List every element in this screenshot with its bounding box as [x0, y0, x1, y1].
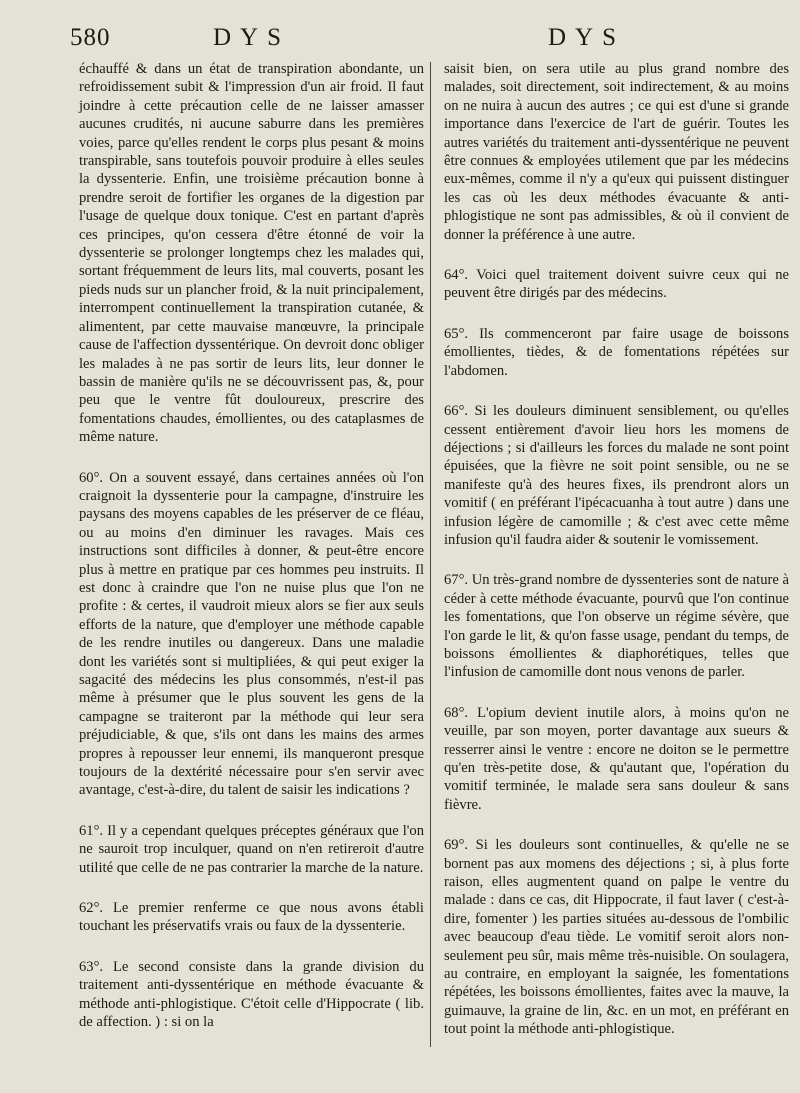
left-column — [79, 60, 424, 1032]
running-head-right: DYS — [548, 24, 626, 51]
paragraph-66: 66°. Si les douleurs diminuent sensiblement, ou qu'elles cessent entièrement d'avoir lieu hors les momens de déjections ; si d'ailleurs les forces du malade ne sont point épuisées, que la fièvre ne soit point sensible, ou ne se manifeste qu'à des heures fixes, ils prendront alors un vomitif ( en préférant l'ipécacuanha à tout autre ) dans une infusion légère de camomille ; & c'est avec cette même infusion qu'il faudra aider & soutenir le vomissement. — [444, 403, 789, 548]
paragraph-63: 63°. Le second consiste dans la grande division du traitement anti-dyssentérique en méthode évacuante & méthode anti-phlogistique. C'étoit celle d'Hippocrate ( lib. de affection. ) : si on la — [79, 958, 424, 1031]
paragraph-61: 61°. Il y a cependant quelques préceptes généraux que l'on ne sauroit trop inculquer, quand on n'en retireroit d'autre utilité que celle de ne pas contrarier la marche de la nature. — [79, 822, 424, 876]
paragraph-67: 67°. Un très-grand nombre de dyssenteries sont de nature à céder à cette méthode évacuante, pourvû que l'on continue les fomentations, que l'on observe un régime sévère, que l'on garde le lit, & qu'on fasse usage, pendant du temps, de boissons émollientes & diaphorétiques, telles que l'infusion de camomille dont nous venons de parler. — [444, 572, 789, 681]
paragraph-69: 69°. Si les douleurs sont continuelles, & qu'elle ne se bornent pas aux momens des déjections ; si, à plus forte raison, elles augmentent quand on palpe le ventre du malade : dans ce cas, dit Hippocrate, il faut laver ( c'est-à-dire, fomenter ) les parties situées au-dessous de l'ombilic avec beaucoup d'eau tiède. Le vomitif seroit alors non-seulement peu sûr, mais même très-nuisible. On soulagera, au contraire, en employant la saignée, les fomentations répétées, les boissons émollientes, faites avec la mauve, la guimauve, la graine de lin, &c. en un mot, en préférant en tout point la méthode anti-phlogistique. — [444, 837, 789, 1038]
paragraph-60: 60°. On a souvent essayé, dans certaines années où l'on craignoit la dyssenterie pour la campagne, d'instruire les paysans des moyens capables de les préserver de ce fléau, ou au moins d'en diminuer les ravages. Mais ces instructions sont difficiles à donner, & peut-être encore plus à mettre en pratique par ces hommes peu instruits. Il est donc à craindre que l'on ne nuise plus que l'on ne profite : & certes, il vaudroit mieux alors se fier aux seuls efforts de la nature, que d'employer une méthode capable de les rendre inutiles ou dangereux. Dans une maladie dont les variétés sont si multipliées, & qui peut exiger la sagacité des médecins les plus consommés, n'est-il pas même à présumer que le plus souvent les gens de la campagne se traiteront par la méthode qui leur sera préjudiciable, & que, s'ils ont dans les mains des armes propres à repousser leur ennemi, ils manqueront presque toujours de la dextérité nécessaire pour s'en servir avec avantage, c'est-à-dire, du talent de saisir les indications ? — [79, 469, 424, 799]
column-divider — [430, 62, 431, 1047]
paragraph-64: 64°. Voici quel traitement doivent suivre ceux qui ne peuvent être dirigés par des médecins. — [444, 267, 789, 302]
paragraph-68: 68°. L'opium devient inutile alors, à moins qu'on ne veuille, par son moyen, porter davantage aux sueurs & resserrer ainsi le ventre : encore ne doiton se le permettre qu'en très-petite dose, & qu'autant que, l'opération du vomitif terminée, le malade sera sans douleur & sans fièvre. — [444, 704, 789, 813]
paragraph-62: 62°. Le premier renferme ce que nous avons établi touchant les préservatifs vrais ou faux de la dyssenterie. — [79, 900, 424, 935]
paragraph-65: 65°. Ils commenceront par faire usage de boissons émollientes, tièdes, & de fomentations répétées sur l'abdomen. — [444, 325, 789, 379]
paragraph-63-cont: saisit bien, on sera utile au plus grand nombre des malades, soit directement, soit indirectement, & au moins on ne nuira à aucun des autres ; ce qui est d'une si grande importance dans l'exercice de l'art de guérir. Toutes les autres variétés du traitement anti-dyssentérique ne peuvent être connues & employées utilement que par les médecins eux-mêmes, comme il n'y a qu'eux qui puissent distinguer les cas où les deux méthodes évacuante & anti-phlogistique ne sont pas admissibles, & où il convient de donner la préférence à une autre. — [444, 61, 789, 243]
right-column — [444, 60, 789, 1039]
page-number: 580 — [70, 24, 111, 51]
paragraph-continuation: échauffé & dans un état de transpiration abondante, un refroidissement subit & l'impression d'un air froid. Il faut joindre à cette précaution celle de ne laisser amasser aucunes crudités, ni aucune saburre dans les premières voies, parce qu'elles rendent le corps plus pesant & moins transpirable, sans toutefois pouvoir produire à elles seules la dyssenterie. Enfin, une troisième précaution bonne à prendre seroit de fortifier les organes de la digestion par l'usage de quelque doux tonique. C'est en partant d'après ces principes, qu'on cessera d'être étonné de voir la dyssenterie se prolonger longtemps chez les malades qui, sortant fréquemment de leurs lits, mal couverts, posant les pieds nuds sur un plancher froid, & la nuit principalement, interrompent continuellement la transpiration cutanée, & alimentent, par cette mauvaise manœuvre, la principale cause de l'affection dyssentérique. On devroit donc obliger les malades à ne pas sortir de leurs lits, leur donner le bassin de manière qu'ils ne se découvrissent pas, &, pour peu que le ventre fût douloureux, prescrire des fomentations chaudes, émollientes, ou des cataplasmes de même nature. — [79, 61, 424, 446]
running-head-left: DYS — [213, 24, 291, 51]
